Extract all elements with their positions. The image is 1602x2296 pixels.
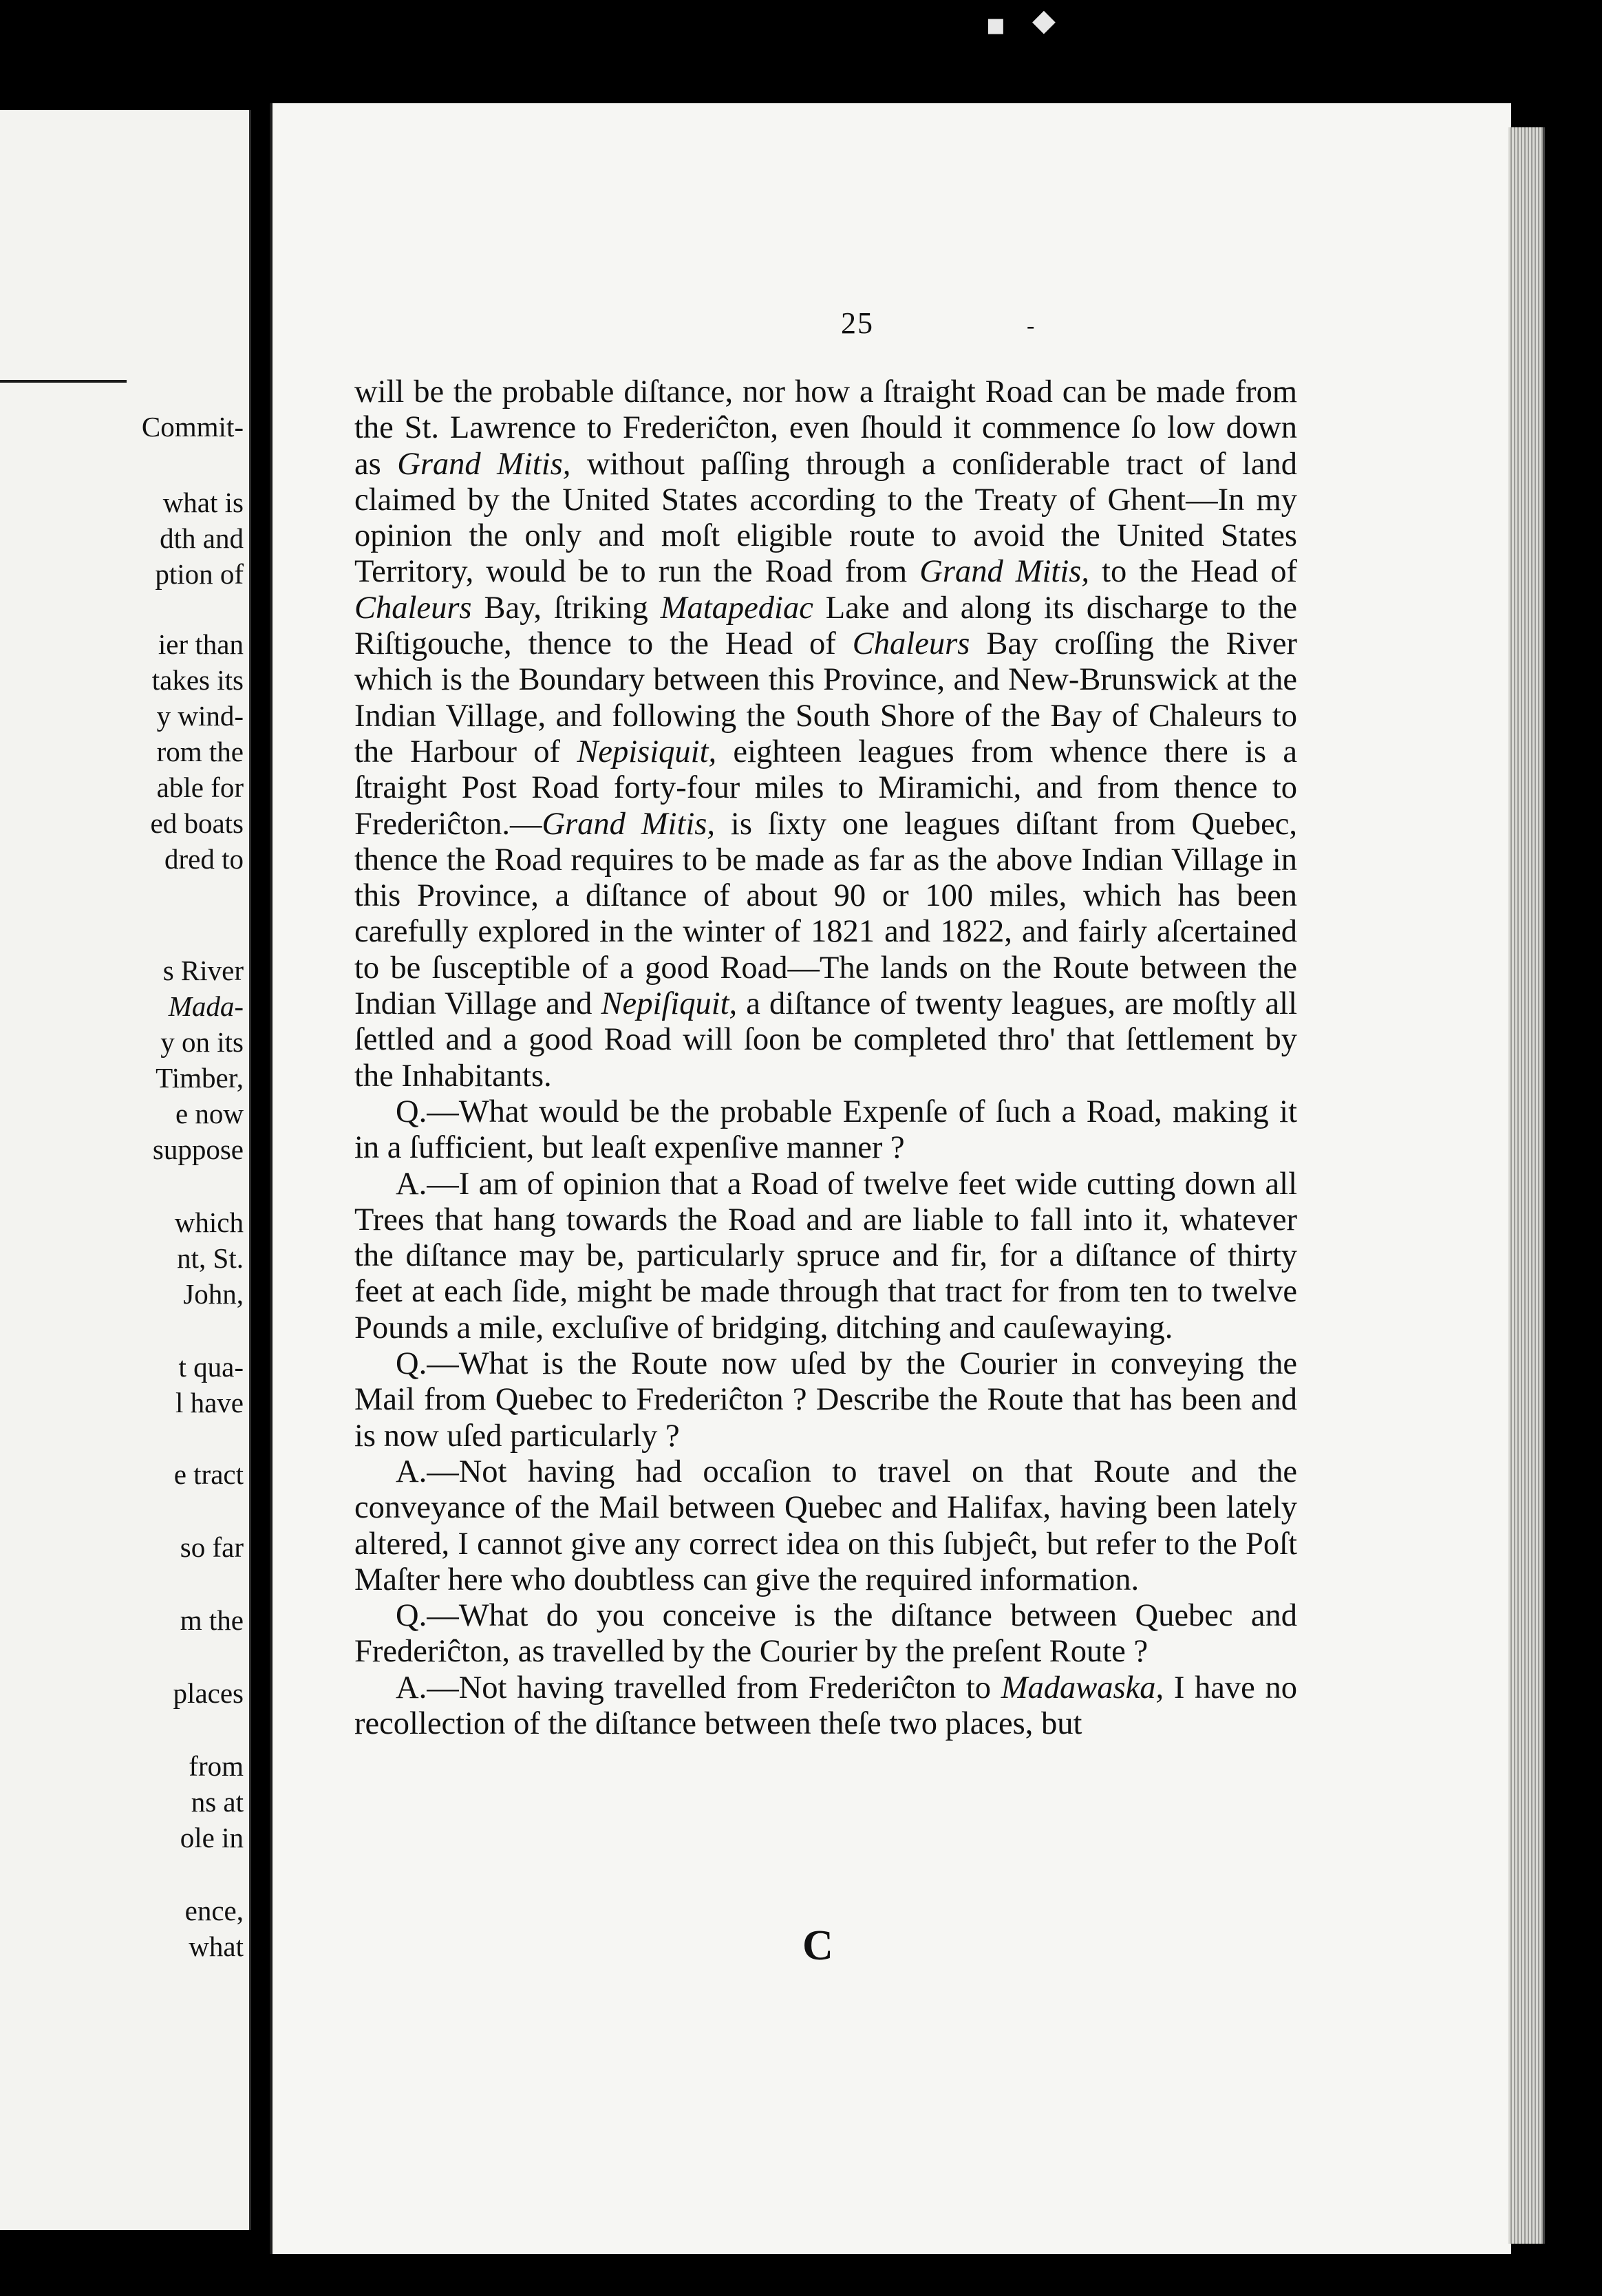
text-run: Bay, ſtriking — [471, 590, 661, 626]
text-run: will be the probable diſtance, nor how a ſtraight Road can be made from the St. Lawrence to Frederiĉton, even ſhould it commence ſo low down as — [354, 374, 1297, 482]
text-run: Q.—What do you conceive is the diſtance between Quebec and Frederiĉton, as travelled by the Courier by the preſent Route ? — [354, 1598, 1297, 1670]
left-page-line: rom the — [156, 736, 244, 767]
left-page-line: able for — [156, 772, 244, 803]
left-page-line: Mada- — [168, 990, 244, 1022]
paragraph — [354, 1670, 1297, 1743]
text-run: a diſtance of twenty leagues, are moſtly all ſettled and a good Road will ſoon be completed thro' that ſettlement by the Inhabitants. — [354, 986, 1297, 1094]
text-run: without paſſing through a conſiderable tract of land claimed by the United States according to the Treaty of Ghent—In my opinion the only and moſt eligible route to avoid the United States Territory, would be to run the Road from — [354, 446, 1297, 590]
paragraph — [354, 1346, 1297, 1454]
left-page-line: takes its — [151, 664, 244, 696]
left-page-line: which — [174, 1207, 244, 1238]
paragraph — [354, 1094, 1297, 1167]
italic-run: Grand Mitis, — [919, 554, 1089, 590]
left-page-line: y wind- — [156, 700, 244, 732]
left-facing-page — [0, 110, 251, 2230]
left-page-line: nt, St. — [177, 1242, 244, 1274]
left-page-line: what is — [162, 487, 244, 518]
left-page-line: ns at — [191, 1786, 244, 1818]
text-run: Q.—What would be the probable Expenſe of ſuch a Road, making it in a ſufficient, but leaſt expenſive manner ? — [354, 1094, 1297, 1166]
italic-run: Nepisiquit, — [577, 734, 717, 769]
italic-run: Madawaska, — [1001, 1670, 1164, 1705]
left-page-line: from — [189, 1750, 244, 1782]
text-run: Lake and along its discharge to the Riſtigouche, thence to the Head of — [354, 590, 1298, 662]
italic-run: Chaleurs — [852, 626, 970, 662]
text-run: Q.—What is the Route now uſed by the Courier in conveying the Mail from Quebec to Frederiĉton ? Describe the Route that has been and is now uſed particularly ? — [354, 1346, 1297, 1454]
text-run: Bay croſſing the River which is the Boundary between this Province, and New-Brunswick at the Indian Village, and following the South Shore of the Bay of Chaleurs to the Harbour of — [354, 626, 1297, 769]
left-page-line: dth and — [160, 522, 244, 554]
italic-run: Chaleurs — [354, 590, 472, 626]
page-edge-stack — [1508, 127, 1545, 2244]
text-run: A.—Not having had occaſion to travel on that Route and the conveyance of the Mail between Quebec and Halifax, having been lately altered, I cannot give any correct idea on this ſubjeĉt, but refer to the Poſt Maſter here who doubtless can give the required information. — [354, 1454, 1297, 1597]
paragraph — [354, 1454, 1297, 1598]
text-run: is ſixty one leagues diſtant from Quebec, thence the Road requires to be made as far as the above Indian Village in this Province, a diſtance of about 90 or 100 miles, which has been carefully explored in the winter of 1821 and 1822, and fairly aſcertained to be ſusceptible of a good Road—The lands on the Route between the Indian Village and — [354, 806, 1298, 1022]
italic-run: Grand Mitis, — [542, 806, 716, 842]
left-page-line: suppose — [152, 1134, 244, 1165]
left-page-line: ption of — [155, 558, 244, 590]
left-page-line: so far — [180, 1531, 244, 1563]
body-text — [354, 374, 1297, 1742]
scan-speck: ◆ — [1032, 3, 1056, 38]
left-page-rule — [0, 380, 127, 383]
left-page-line: ed boats — [150, 807, 244, 839]
paragraph — [354, 374, 1297, 1094]
italic-run: Nepiſiquit, — [601, 986, 738, 1022]
left-page-line: y on its — [160, 1026, 244, 1058]
paragraph — [354, 1598, 1297, 1670]
page-number: 25 — [841, 306, 874, 340]
text-run: A.—I am of opinion that a Road of twelve feet wide cutting down all Trees that hang towards the Road and are liable to fall into it, whatever the diſtance may be, particularly spruce and fir, for a diſtance of thirty feet at each ſide, might be made through that tract for from ten to twelve Pounds a mile, excluſive of bridging, ditching and cauſewaying. — [354, 1166, 1297, 1346]
left-page-line: l have — [175, 1387, 244, 1418]
page-number-mark: - — [1027, 313, 1035, 339]
left-page-line: ence, — [184, 1895, 244, 1926]
left-page-line: dred to — [164, 843, 244, 875]
signature-mark: C — [802, 1922, 833, 1969]
left-page-line: places — [173, 1677, 244, 1709]
text-run: eighteen leagues from whence there is a ſtraight Post Road forty-four miles to Miramichi, and from thence to Frederiĉton.— — [354, 734, 1297, 842]
text-run: A.—Not having travelled from Frederiĉton to — [396, 1670, 1001, 1705]
left-page-line: s River — [162, 955, 244, 986]
scan-speck: ▪ — [985, 7, 1006, 42]
left-page-line: e now — [175, 1098, 244, 1129]
left-page-line: ier than — [158, 628, 244, 660]
left-page-line: ole in — [180, 1822, 244, 1853]
left-page-line: what — [189, 1931, 244, 1962]
left-page-line: John, — [183, 1278, 244, 1310]
paragraph — [354, 1167, 1297, 1346]
text-run: to the Head of — [1089, 554, 1298, 590]
left-page-line: e tract — [173, 1458, 244, 1490]
left-page-line: Commit- — [141, 411, 244, 443]
left-page-line: t qua- — [178, 1351, 244, 1383]
left-page-line: m the — [180, 1604, 244, 1636]
italic-run: Matapediac — [660, 590, 813, 626]
text-run: I have no recollection of the diſtance between theſe two places, but — [354, 1670, 1297, 1741]
left-page-line: Timber, — [156, 1062, 244, 1094]
italic-run: Grand Mitis, — [397, 446, 571, 482]
